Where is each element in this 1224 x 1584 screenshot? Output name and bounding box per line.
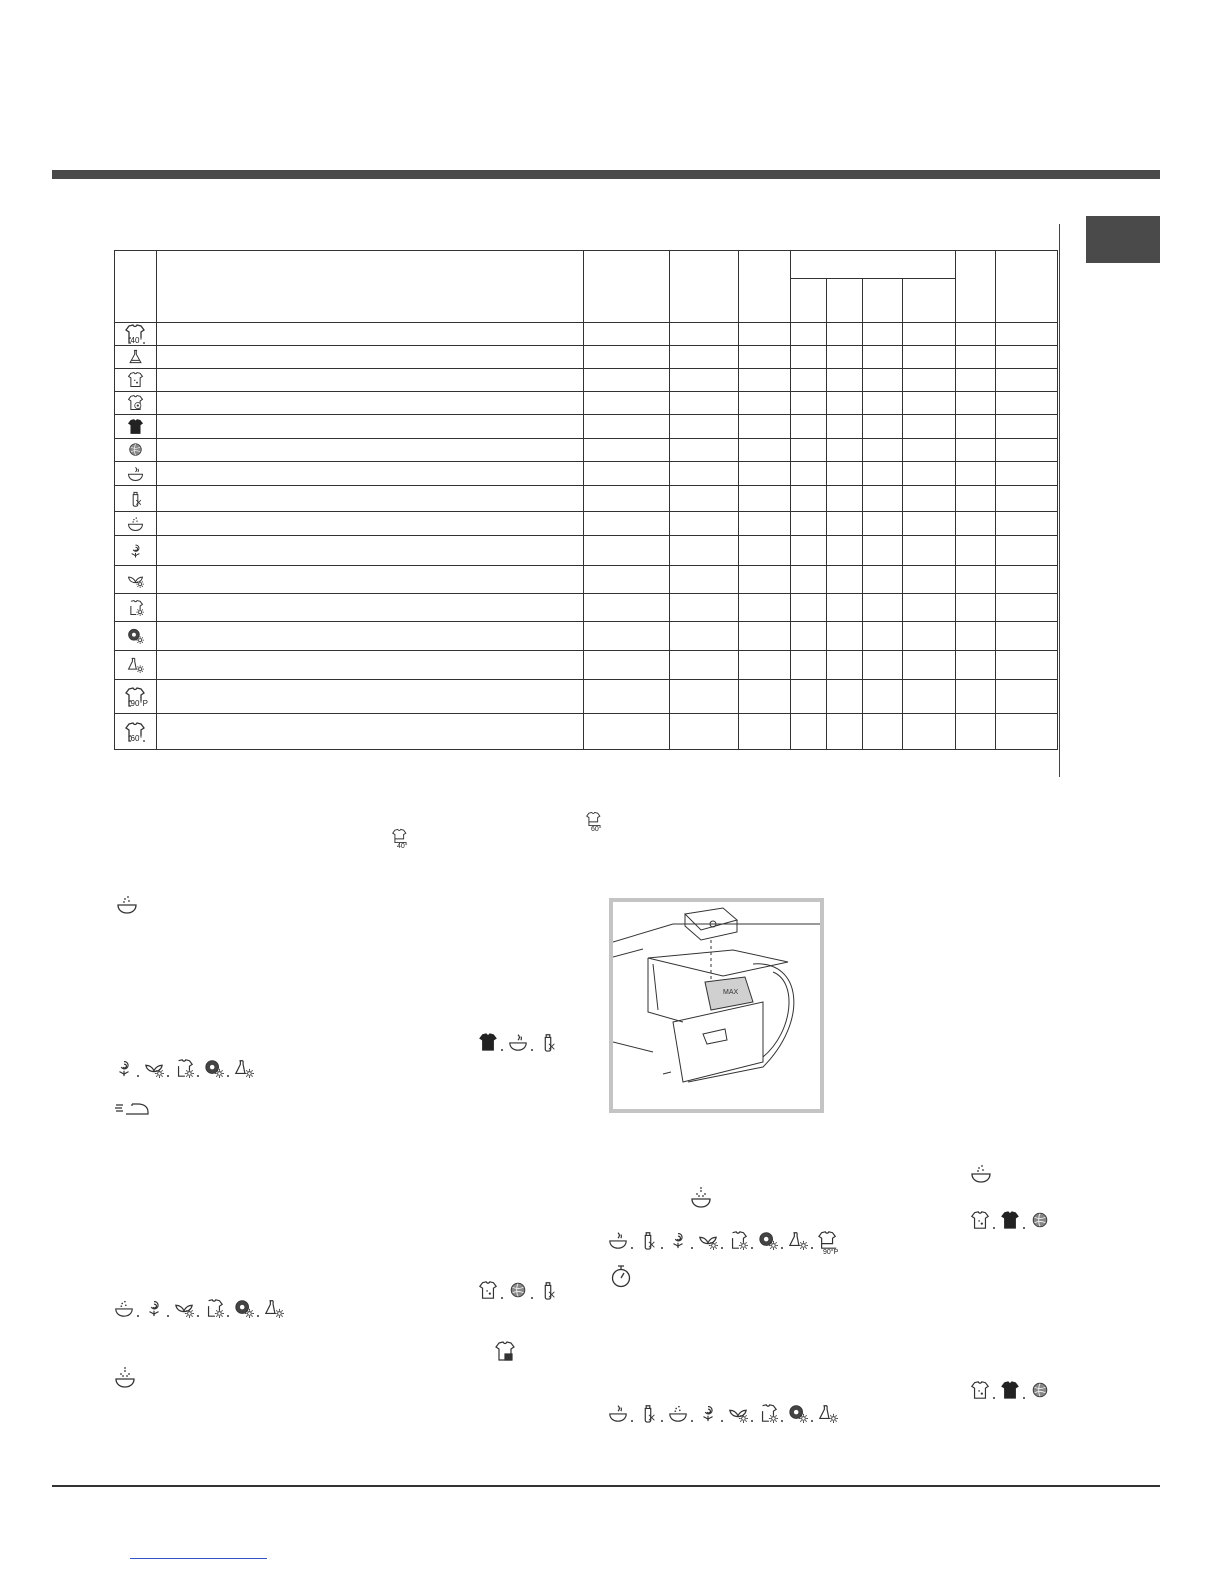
delicate-flower-icon [144, 1298, 164, 1323]
table-cell [670, 486, 739, 512]
language-tab [1086, 216, 1160, 263]
table-cell [157, 651, 584, 680]
table-cell [996, 536, 1058, 566]
table-row [115, 462, 1058, 486]
baby-bottle-icon [115, 486, 157, 512]
temperature-label: 40° [397, 843, 408, 850]
side-rule [1059, 224, 1060, 777]
eco-tshirt-sun-icon [115, 594, 157, 622]
table-cell [584, 415, 670, 439]
table-cell [827, 462, 863, 486]
dark-tshirt-icon [478, 1032, 498, 1057]
table-cell [903, 622, 956, 651]
temperature-label: 90°P [823, 1249, 839, 1256]
super-wash-icon [690, 1186, 712, 1213]
table-cell [584, 566, 670, 594]
icon-row-5 [970, 1210, 1050, 1235]
eco-flask-sun-icon [234, 1058, 254, 1083]
table-row [115, 651, 1058, 680]
mixed-tshirt-icon [970, 1380, 990, 1405]
table-cell [670, 369, 739, 392]
table-cell [903, 369, 956, 392]
table-cell [903, 323, 956, 346]
table-row [115, 714, 1058, 750]
cotton-40-tshirt-icon [392, 828, 408, 849]
table-cell [157, 680, 584, 714]
table-cell [827, 594, 863, 622]
table-cell [670, 651, 739, 680]
table-cell [903, 415, 956, 439]
table-cell [739, 369, 791, 392]
super-wash-icon [114, 1366, 136, 1393]
icon-row-3 [478, 1280, 558, 1305]
table-row [115, 415, 1058, 439]
table-cell [903, 651, 956, 680]
eco-colours-sun-icon [115, 622, 157, 651]
table-cell [584, 512, 670, 536]
table-cell [670, 323, 739, 346]
table-cell [827, 714, 863, 750]
icon-row-7 [970, 1380, 1050, 1405]
eco-tshirt-sun-icon [204, 1298, 224, 1323]
cotton-40-tshirt-icon [115, 323, 157, 346]
header-rule [52, 170, 1160, 179]
table-cell [956, 486, 996, 512]
table-cell [584, 651, 670, 680]
table-cell [670, 594, 739, 622]
table-cell [739, 512, 791, 536]
header-col-4 [670, 251, 739, 323]
table-cell [791, 536, 827, 566]
table-cell [739, 594, 791, 622]
table-cell [956, 622, 996, 651]
header-col-3 [584, 251, 670, 323]
table-row [115, 594, 1058, 622]
easy-iron-icon [114, 1100, 150, 1121]
table-cell [996, 346, 1058, 369]
table-cell [996, 566, 1058, 594]
table-cell [956, 369, 996, 392]
silk-hand-wash-icon [608, 1230, 628, 1255]
table-cell [827, 622, 863, 651]
table-header-row [115, 251, 1058, 279]
temperature-label: 90°P [130, 698, 148, 708]
table-cell [157, 594, 584, 622]
table-cell [791, 346, 827, 369]
table-cell [863, 714, 903, 750]
silk-hand-wash-icon [608, 1403, 628, 1428]
table-cell [996, 439, 1058, 462]
wool-ball-icon [1030, 1380, 1050, 1405]
table-cell [996, 512, 1058, 536]
footer-link-underline[interactable] [130, 1558, 267, 1559]
subheader-1 [791, 279, 827, 323]
table-cell [956, 512, 996, 536]
eco-flask-sun-icon [115, 651, 157, 680]
table-cell [863, 566, 903, 594]
table-cell [739, 346, 791, 369]
table-cell [739, 651, 791, 680]
dark-tshirt-icon [1000, 1380, 1020, 1405]
table-cell [791, 512, 827, 536]
icon-row-1 [478, 1032, 558, 1057]
table-cell [670, 415, 739, 439]
icon-row-2 [114, 1058, 254, 1083]
table-cell [157, 462, 584, 486]
table-cell [827, 651, 863, 680]
delicate-flower-icon [668, 1230, 688, 1255]
table-cell [903, 594, 956, 622]
table-cell [827, 392, 863, 415]
table-cell [791, 594, 827, 622]
table-cell [827, 680, 863, 714]
table-cell [670, 392, 739, 415]
table-cell [827, 415, 863, 439]
mix-colours-tshirt-icon [115, 392, 157, 415]
dark-tshirt-icon [1000, 1210, 1020, 1235]
table-cell [956, 346, 996, 369]
table-cell [827, 369, 863, 392]
table-cell [996, 714, 1058, 750]
table-cell [584, 536, 670, 566]
header-group [791, 251, 956, 279]
baby-bottle-icon [638, 1230, 658, 1255]
table-row [115, 566, 1058, 594]
table-cell [157, 346, 584, 369]
table-cell [863, 622, 903, 651]
table-cell [670, 346, 739, 369]
eco-leaf-sun-icon [698, 1230, 718, 1255]
table-cell [157, 512, 584, 536]
table-cell [827, 566, 863, 594]
table-cell [863, 651, 903, 680]
table-row [115, 680, 1058, 714]
quick-wash-basin-icon [114, 1298, 134, 1323]
table-cell [996, 415, 1058, 439]
table-cell [739, 536, 791, 566]
table-cell [903, 536, 956, 566]
delicate-flower-icon [698, 1403, 718, 1428]
table-cell [996, 323, 1058, 346]
table-cell [584, 439, 670, 462]
table-row [115, 323, 1058, 346]
drawer-max-label: MAX [723, 989, 739, 996]
eco-colours-sun-icon [788, 1403, 808, 1428]
table-cell [739, 714, 791, 750]
table-row [115, 512, 1058, 536]
table-cell [903, 462, 956, 486]
baby-bottle-icon [538, 1280, 558, 1305]
wool-ball-icon [508, 1280, 528, 1305]
subheader-2 [827, 279, 863, 323]
table-cell [956, 714, 996, 750]
baby-bottle-icon [538, 1032, 558, 1057]
table-cell [739, 439, 791, 462]
table-cell [791, 415, 827, 439]
table-cell [863, 415, 903, 439]
cotton-60-tshirt-icon [115, 714, 157, 750]
eco-leaf-sun-icon [144, 1058, 164, 1083]
table-cell [157, 323, 584, 346]
table-cell [956, 594, 996, 622]
cotton-60-tshirt-icon [586, 811, 602, 832]
wool-ball-icon [1030, 1210, 1050, 1235]
table-cell [791, 680, 827, 714]
table-cell [739, 392, 791, 415]
cotton-90p-tshirt-icon [818, 1230, 838, 1255]
table-cell [670, 566, 739, 594]
table-cell [670, 462, 739, 486]
table-cell [863, 462, 903, 486]
table-row [115, 622, 1058, 651]
eco-leaf-sun-icon [115, 566, 157, 594]
table-cell [863, 594, 903, 622]
table-cell [670, 714, 739, 750]
header-col-5 [739, 251, 791, 323]
eco-flask-sun-icon [264, 1298, 284, 1323]
table-cell [584, 486, 670, 512]
table-cell [863, 680, 903, 714]
table-cell [739, 622, 791, 651]
table-cell [584, 323, 670, 346]
eco-colours-sun-icon [204, 1058, 224, 1083]
table-cell [157, 536, 584, 566]
table-cell [996, 486, 1058, 512]
detergent-drawer-illustration [609, 898, 824, 1113]
icon-row-4 [114, 1298, 284, 1323]
table-row [115, 369, 1058, 392]
subheader-4 [903, 279, 956, 323]
table-cell [584, 462, 670, 486]
table-cell [996, 680, 1058, 714]
table-cell [670, 439, 739, 462]
silk-hand-wash-icon [508, 1032, 528, 1057]
table-cell [827, 346, 863, 369]
table-cell [903, 486, 956, 512]
table-cell [956, 651, 996, 680]
table-cell [996, 462, 1058, 486]
eco-leaf-sun-icon [728, 1403, 748, 1428]
icon-row-8 [608, 1403, 838, 1428]
eco-leaf-sun-icon [174, 1298, 194, 1323]
table-row [115, 346, 1058, 369]
table-cell [791, 566, 827, 594]
header-programme-col [157, 251, 584, 323]
quick-wash-basin-icon [115, 512, 157, 536]
quick-wash-basin-icon [116, 893, 138, 920]
table-cell [863, 346, 903, 369]
table-cell [584, 622, 670, 651]
table-cell [584, 392, 670, 415]
table-cell [157, 714, 584, 750]
table-cell [903, 680, 956, 714]
eco-tshirt-sun-icon [758, 1403, 778, 1428]
eco-flask-sun-icon [788, 1230, 808, 1255]
table-cell [584, 714, 670, 750]
silk-hand-wash-icon [115, 462, 157, 486]
table-cell [903, 392, 956, 415]
table-cell [157, 622, 584, 651]
table-cell [584, 680, 670, 714]
table-cell [739, 566, 791, 594]
table-cell [791, 486, 827, 512]
table-cell [157, 566, 584, 594]
table-cell [827, 486, 863, 512]
mixed-tshirt-icon [115, 369, 157, 392]
table-cell [584, 369, 670, 392]
table-cell [670, 536, 739, 566]
table-cell [863, 439, 903, 462]
quick-wash-basin-icon [668, 1403, 688, 1428]
table-cell [996, 651, 1058, 680]
delicate-flower-icon [115, 536, 157, 566]
table-cell [157, 369, 584, 392]
table-cell [996, 369, 1058, 392]
table-cell [956, 680, 996, 714]
table-cell [903, 346, 956, 369]
table-cell [956, 566, 996, 594]
table-cell [739, 486, 791, 512]
table-cell [791, 714, 827, 750]
table-cell [157, 439, 584, 462]
delicate-flower-icon [114, 1058, 134, 1083]
table-cell [739, 323, 791, 346]
table-cell [791, 462, 827, 486]
temperature-label: 60° [130, 733, 143, 743]
eco-tshirt-sun-icon [728, 1230, 748, 1255]
table-cell [670, 512, 739, 536]
table-row [115, 439, 1058, 462]
table-cell [863, 323, 903, 346]
mixed-tshirt-icon [970, 1210, 990, 1235]
table-cell [791, 622, 827, 651]
table-cell [863, 486, 903, 512]
eco-tshirt-sun-icon [174, 1058, 194, 1083]
dark-tshirt-icon [115, 415, 157, 439]
table-row [115, 536, 1058, 566]
table-cell [157, 415, 584, 439]
table-cell [739, 415, 791, 439]
table-cell [584, 594, 670, 622]
table-cell [903, 566, 956, 594]
table-cell [863, 536, 903, 566]
table-cell [827, 536, 863, 566]
table-cell [791, 392, 827, 415]
table-cell [791, 369, 827, 392]
table-cell [584, 346, 670, 369]
table-cell [739, 462, 791, 486]
table-cell [791, 651, 827, 680]
table-cell [903, 439, 956, 462]
table-cell [956, 536, 996, 566]
table-cell [791, 323, 827, 346]
eco-colours-sun-icon [758, 1230, 778, 1255]
table-cell [956, 392, 996, 415]
temperature-label: 40° [130, 336, 143, 345]
table-cell [827, 439, 863, 462]
table-cell [863, 369, 903, 392]
table-cell [956, 439, 996, 462]
temperature-label: 60° [591, 826, 602, 833]
table-cell [863, 512, 903, 536]
table-cell [956, 323, 996, 346]
table-cell [956, 462, 996, 486]
table-cell [827, 512, 863, 536]
table-cell [996, 622, 1058, 651]
table-cell [157, 392, 584, 415]
wool-ball-icon [115, 439, 157, 462]
table-cell [863, 392, 903, 415]
table-cell [956, 415, 996, 439]
table-cell [739, 680, 791, 714]
table-cell [157, 486, 584, 512]
table-cell [996, 392, 1058, 415]
baby-bottle-icon [638, 1403, 658, 1428]
header-col-11 [996, 251, 1058, 323]
cotton-90p-tshirt-icon [115, 680, 157, 714]
table-cell [827, 323, 863, 346]
quick-wash-basin-icon [970, 1162, 992, 1189]
footer-rule [52, 1485, 1160, 1487]
table-cell [903, 512, 956, 536]
table-cell [996, 594, 1058, 622]
table-cell [670, 622, 739, 651]
timer-icon [610, 1264, 632, 1293]
synthetic-flask-icon [115, 346, 157, 369]
mixed-tshirt-icon [478, 1280, 498, 1305]
programme-table [114, 250, 1058, 750]
icon-row-6 [608, 1230, 838, 1255]
table-row [115, 486, 1058, 512]
table-cell [791, 439, 827, 462]
table-cell [670, 680, 739, 714]
eco-colours-sun-icon [234, 1298, 254, 1323]
table-cell [903, 714, 956, 750]
header-icon-col [115, 251, 157, 323]
table-row [115, 392, 1058, 415]
header-col-10 [956, 251, 996, 323]
subheader-3 [863, 279, 903, 323]
stain-tshirt-icon [494, 1340, 516, 1367]
eco-flask-sun-icon [818, 1403, 838, 1428]
